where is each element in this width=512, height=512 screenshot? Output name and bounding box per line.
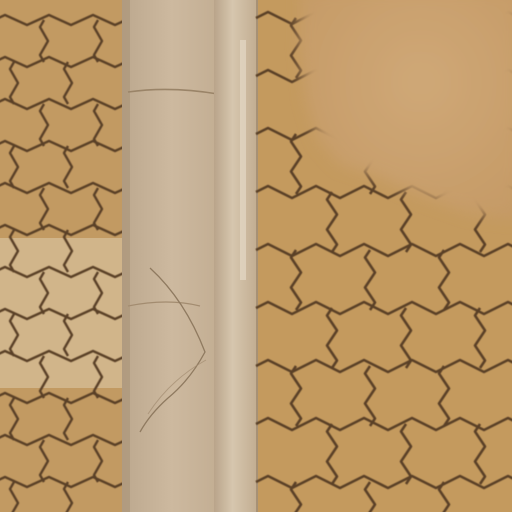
left-paver-field	[0, 0, 126, 512]
concrete-slab	[122, 0, 222, 512]
concrete-curb	[214, 0, 262, 512]
